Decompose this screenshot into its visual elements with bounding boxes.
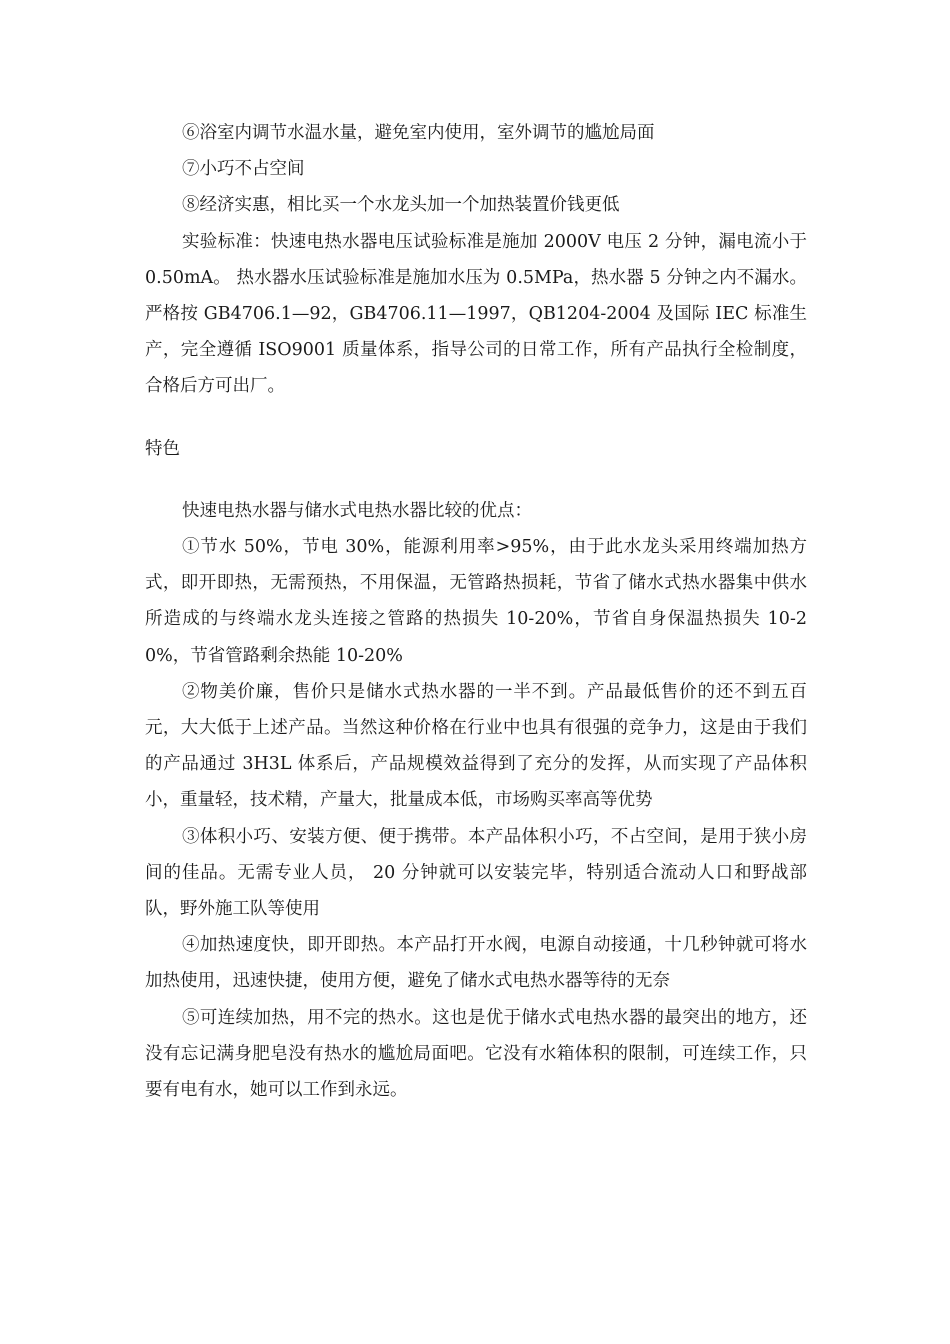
section-heading: 特色 — [145, 438, 180, 459]
paragraph-advantage-5: ⑤可连续加热，用不完的热水。这也是优于储水式电热水器的最突出的地方，还没有忘记满身肥皂没有热水的尴尬局面吧。它没有水箱体积的限制，可连续工作，只要有电有水，她可以工作到永远。 — [145, 1007, 807, 1101]
paragraph-advantage-4: ④加热速度快，即开即热。本产品打开水阀，电源自动接通，十几秒钟就可将水加热使用，迅速快捷，使用方便，避免了储水式电热水器等待的无奈 — [145, 935, 807, 992]
paragraph-advantage-1: ①节水 50%，节电 30%，能源利用率>95%，由于此水龙头采用终端加热方式，即开即热，无需预热，不用保温，无管路热损耗，节省了储水式热水器集中供水所造成的与终端水龙头连接之管路的热损失 10-20%，节省自身保温热损失 10-20%，节省管路剩余热能 10-20% — [145, 537, 807, 666]
paragraph-item-7: ⑦小巧不占空间 — [182, 159, 305, 180]
document-body — [145, 115, 807, 1108]
paragraph-item-8: ⑧经济实惠，相比买一个水龙头加一个加热装置价钱更低 — [182, 195, 620, 216]
paragraph-item-6: ⑥浴室内调节水温水量，避免室内使用，室外调节的尴尬局面 — [182, 123, 655, 143]
paragraph-test-standard: 实验标准：快速电热水器电压试验标准是施加 2000V 电压 2 分钟，漏电流小于 0.50mA。 热水器水压试验标准是施加水压为 0.5MPa，热水器 5 分钟之内不漏水。严格按 GB4706.1—92，GB4706.11—1997，QB1204-2004 及国际 IEC 标准生产，完全遵循 ISO9001 质量体系，指导公司的日常工作，所有产品执行全检制度，合格后方可出厂。 — [145, 231, 807, 397]
paragraph-advantage-3: ③体积小巧、安装方便、便于携带。本产品体积小巧，不占空间，是用于狭小房间的佳品。无需专业人员， 20 分钟就可以安装完毕，特别适合流动人口和野战部队，野外施工队等使用 — [145, 826, 807, 920]
paragraph-advantage-2: ②物美价廉，售价只是储水式热水器的一半不到。产品最低售价的还不到五百元，大大低于上述产品。当然这种价格在行业中也具有很强的竞争力，这是由于我们的产品通过 3H3L 体系后，产品规模效益得到了充分的发挥，从而实现了产品体积小，重量轻，技术精，产量大，批量成本低，市场购买率高等优势 — [145, 681, 807, 811]
paragraph-advantages-intro: 快速电热水器与储水式电热水器比较的优点： — [182, 500, 532, 521]
